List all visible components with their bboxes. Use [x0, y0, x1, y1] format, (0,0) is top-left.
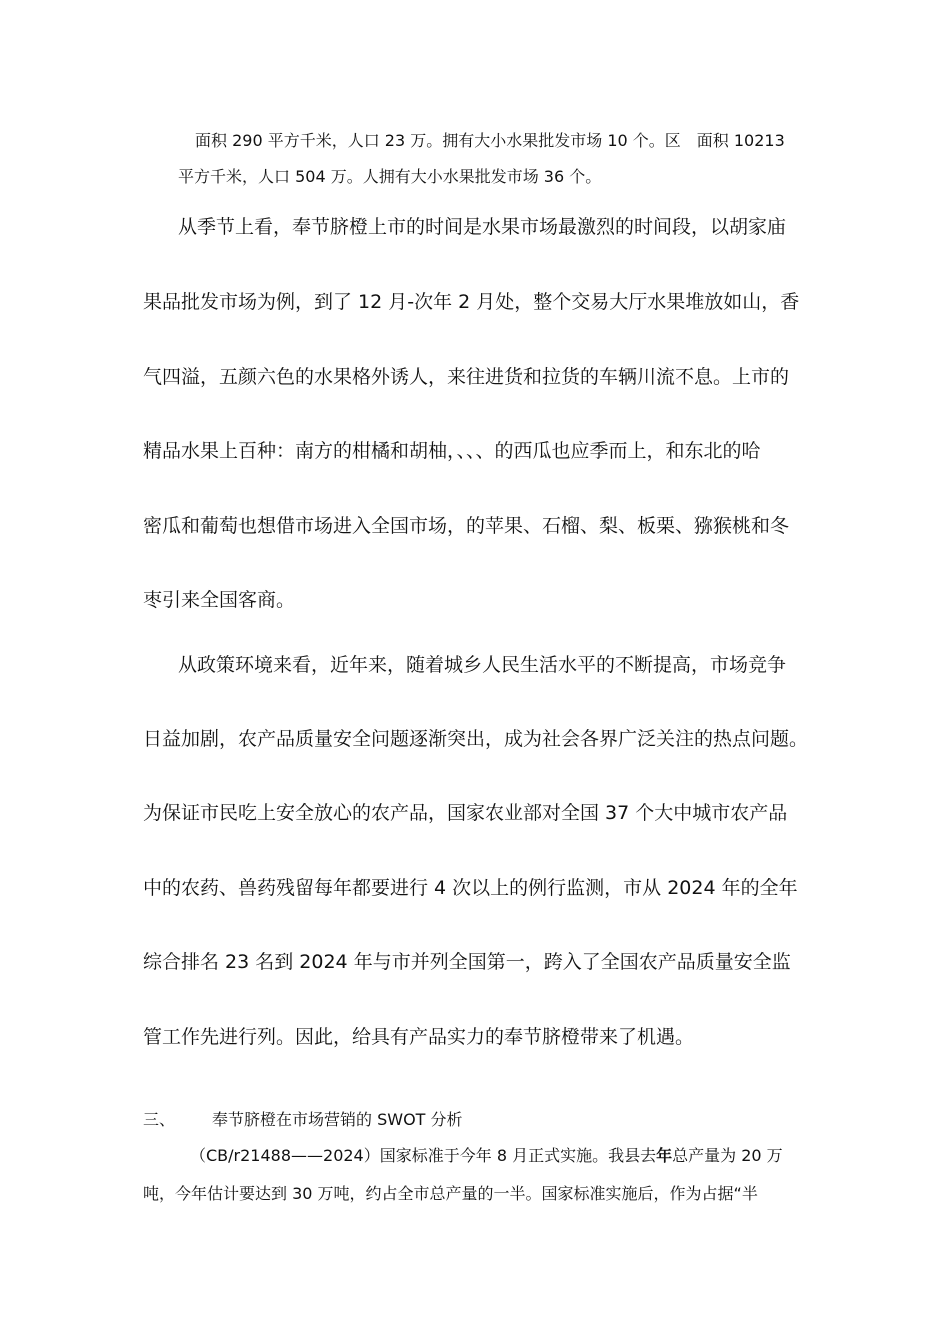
- section-number: 三、: [143, 1110, 176, 1129]
- policy-line-2: 日益加剧，农产品质量安全问题逐渐突出，成为社会各界广泛关注的热点问题。: [143, 728, 809, 750]
- season-line-3: 气四溢，五颜六色的水果格外诱人，来往进货和拉货的车辆川流不息。上市的: [143, 366, 790, 388]
- policy-line-1: 从政策环境来看，近年来，随着城乡人民生活水平的不断提高，市场竞争: [178, 654, 787, 676]
- section-body-line-1-a: （CB/r21488——2024）国家标准于今年 8 月正式实施。我县去: [190, 1146, 657, 1165]
- season-line-1: 从季节上看，奉节脐橙上市的时间是水果市场最激烈的时间段，以胡家庙: [178, 216, 787, 238]
- intro-line-2: 平方千米，人口 504 万。人拥有大小水果批发市场 36 个。: [178, 167, 602, 186]
- section-body-line-1-bold: 年: [656, 1146, 673, 1165]
- section-body-line-1: [190, 1143, 783, 1166]
- season-line-5: 密瓜和葡萄也想借市场进入全国市场，的苹果、石榴、梨、板栗、猕猴桃和冬: [143, 515, 790, 537]
- season-line-6: 枣引来全国客商。: [143, 589, 296, 611]
- policy-line-5: 综合排名 23 名到 2024 年与市并列全国第一，跨入了全国农产品质量安全监: [143, 951, 791, 973]
- policy-line-3: 为保证市民吃上安全放心的农产品，国家农业部对全国 37 个大中城市农产品: [143, 802, 788, 824]
- section-title: 奉节脐橙在市场营销的 SWOT 分析: [212, 1110, 463, 1129]
- policy-line-4: 中的农药、兽药残留每年都要进行 4 次以上的例行监测，市从 2024 年的全年: [143, 877, 798, 899]
- season-line-4: 精品水果上百种：南方的柑橘和胡柚，、、、的西瓜也应季而上，和东北的哈: [143, 440, 761, 462]
- intro-line-1: 面积 290 平方千米，人口 23 万。拥有大小水果批发市场 10 个。区 面积 10213: [195, 131, 785, 150]
- section-body-line-2: 吨，今年估计要达到 30 万吨，约占全市总产量的一半。国家标准实施后，作为占据“半: [143, 1184, 758, 1203]
- season-line-2: 果品批发市场为例，到了 12 月-次年 2 月处，整个交易大厅水果堆放如山，香: [143, 291, 800, 313]
- section-body-line-1-b: 总产量为 20 万: [672, 1146, 783, 1165]
- policy-line-6: 管工作先进行列。因此，给具有产品实力的奉节脐橙带来了机遇。: [143, 1026, 695, 1048]
